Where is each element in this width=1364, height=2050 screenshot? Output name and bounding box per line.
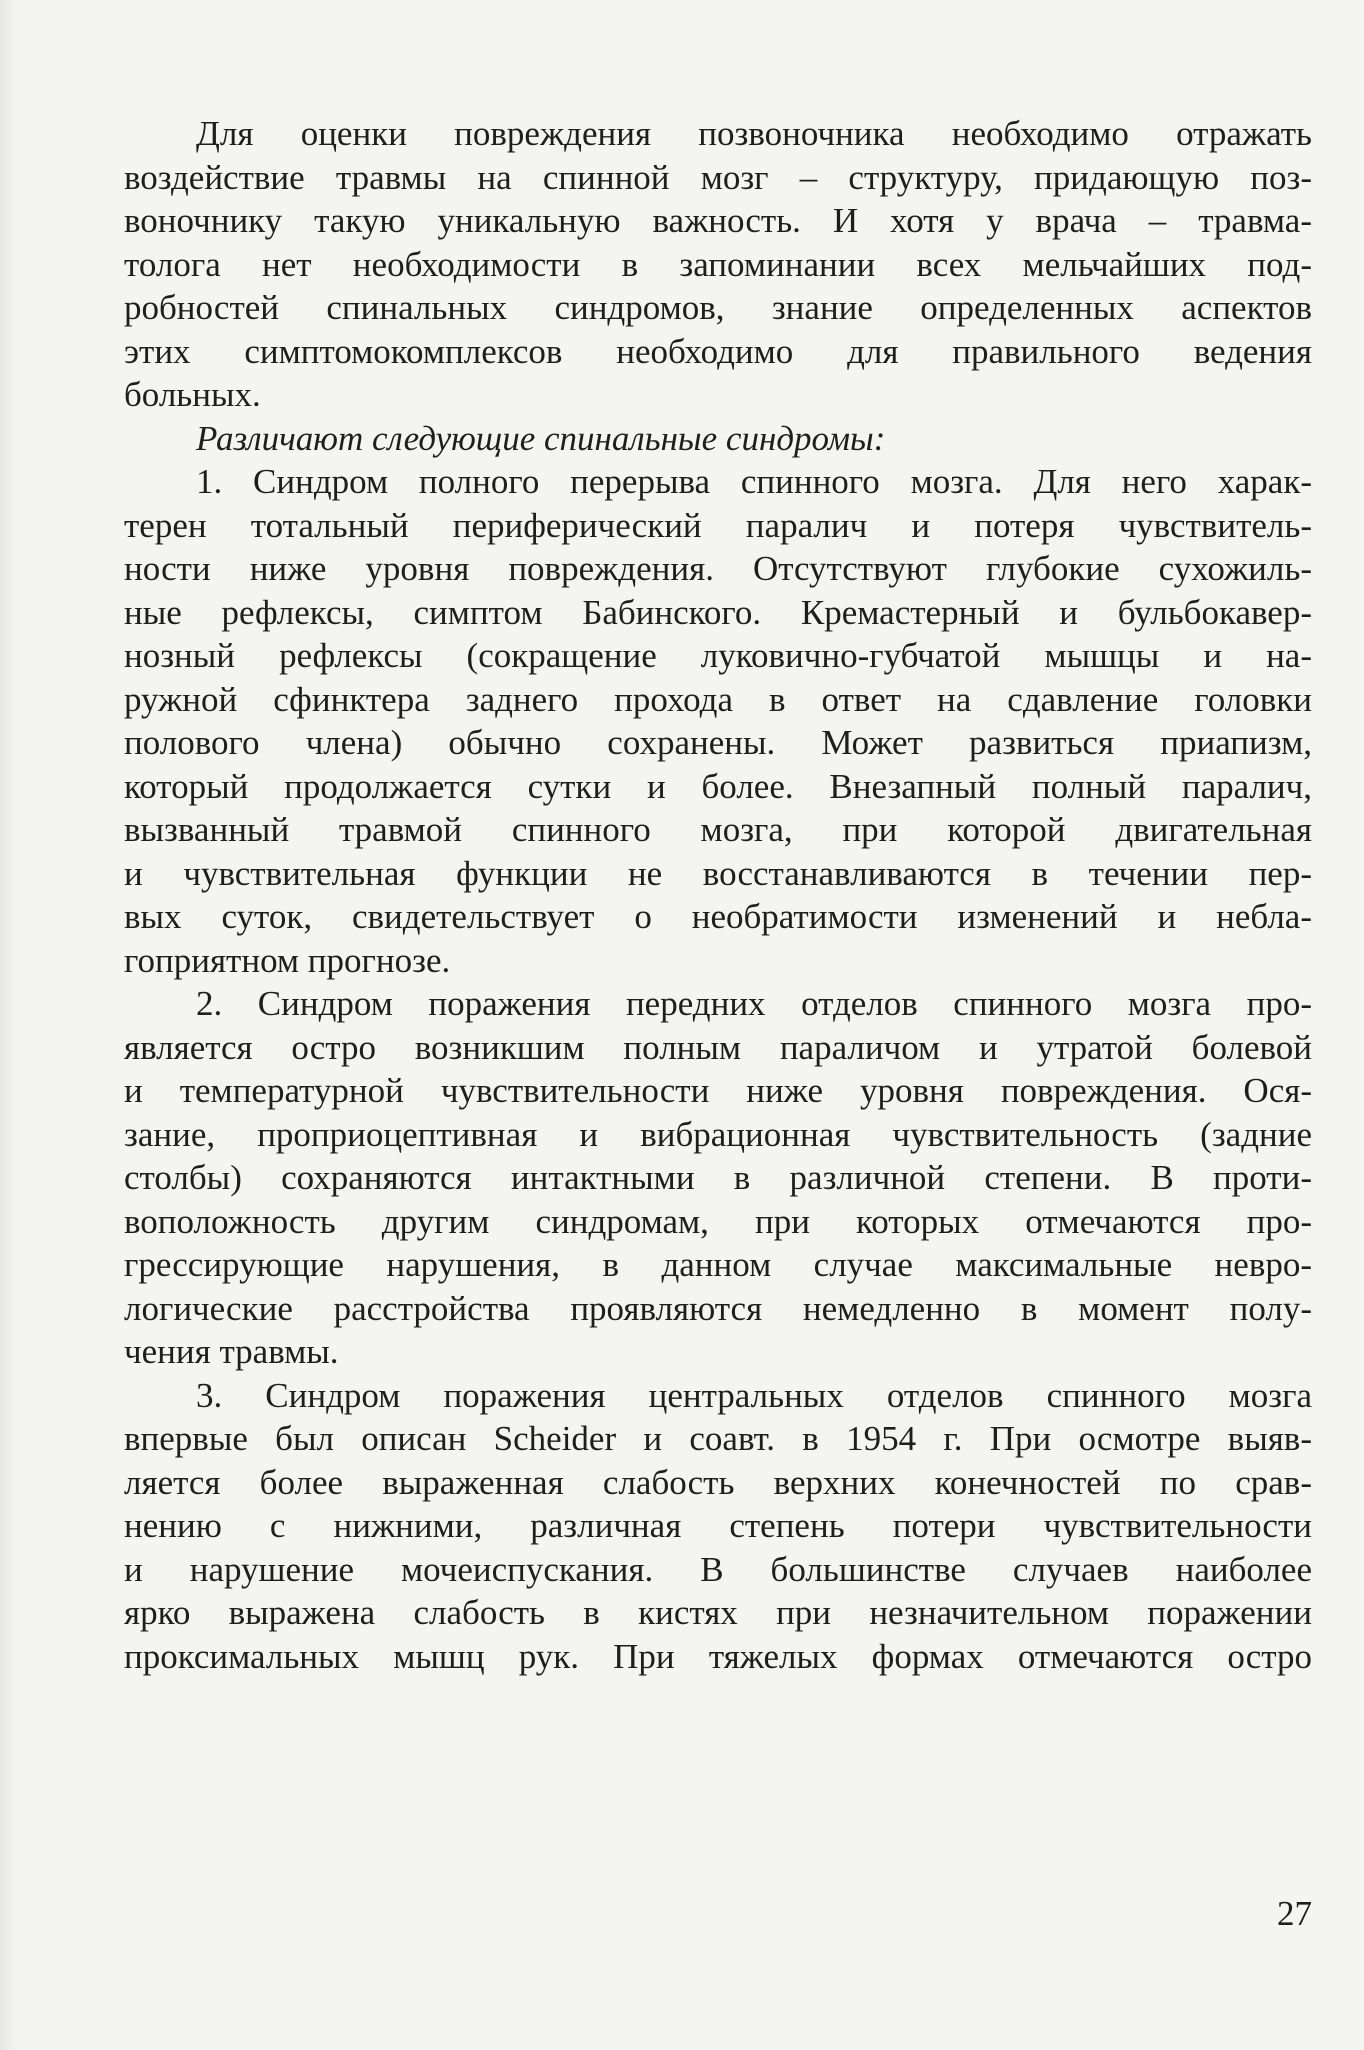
- text-line: является остро возникшим полным параличом и утратой болевой: [124, 1027, 1312, 1067]
- text-line: впервые был описан Scheider и соавт. в 1954 г. При осмотре выяв-: [124, 1419, 1312, 1458]
- text-line: полового члена) обычно сохранены. Может развиться приапизм,: [124, 723, 1312, 762]
- text-line: и нарушение мочеиспускания. В большинстве случаев наиболее: [124, 1549, 1312, 1589]
- text-line: вызванный травмой спинного мозга, при которой двигательная: [124, 810, 1312, 849]
- text-line: который продолжается сутки и более. Внезапный полный паралич,: [124, 766, 1312, 806]
- text-line: воздействие травмы на спинной мозг – структуру, придающую поз-: [124, 157, 1312, 197]
- text-line: терен тотальный периферический паралич и потеря чувствитель-: [124, 505, 1312, 545]
- text-line: 2. Синдром поражения передних отделов спинного мозга про-: [196, 984, 1312, 1023]
- text-line: нозный рефлексы (сокращение луковично-губчатой мышцы и на-: [124, 636, 1312, 675]
- body-text: [124, 112, 1312, 1678]
- text-line: вых суток, свидетельствует о необратимости изменений и небла-: [124, 897, 1312, 936]
- page-gutter-shadow: [0, 0, 18, 2050]
- text-line: логические расстройства проявляются немедленно в момент полу-: [124, 1288, 1312, 1328]
- text-line: робностей спинальных синдромов, знание определенных аспектов: [124, 288, 1312, 327]
- text-line: ярко выражена слабость в кистях при незначительном поражении: [124, 1593, 1312, 1632]
- text-line: ляется более выраженная слабость верхних конечностей по срав-: [124, 1462, 1312, 1502]
- text-line: и температурной чувствительности ниже уровня повреждения. Ося-: [124, 1071, 1312, 1110]
- text-line: ные рефлексы, симптом Бабинского. Кремастерный и бульбокавер-: [124, 592, 1312, 632]
- page-number: 27: [1277, 1894, 1312, 1933]
- text-line: зание, проприоцептивная и вибрационная чувствительность (задние: [124, 1114, 1312, 1154]
- text-line: и чувствительная функции не восстанавливаются в течении пер-: [124, 853, 1312, 893]
- text-line: воположность другим синдромам, при которых отмечаются про-: [124, 1201, 1312, 1241]
- section-intro: Различают следующие спинальные синдромы:: [196, 418, 886, 458]
- text-line: грессирующие нарушения, в данном случае максимальные невро-: [124, 1245, 1312, 1284]
- text-line: проксимальных мышц рук. При тяжелых формах отмечаются остро: [124, 1636, 1312, 1676]
- text-line: нению с нижними, различная степень потери чувствительности: [124, 1506, 1312, 1545]
- text-line: 1. Синдром полного перерыва спинного мозга. Для него харак-: [196, 462, 1312, 501]
- text-line: воночнику такую уникальную важность. И хотя у врача – травма-: [124, 201, 1312, 240]
- text-line: 3. Синдром поражения центральных отделов спинного мозга: [196, 1375, 1312, 1415]
- text-line: толога нет необходимости в запоминании всех мельчайших под-: [124, 244, 1312, 284]
- text-line: гоприятном прогнозе.: [124, 940, 451, 980]
- text-line: этих симптомокомплексов необходимо для правильного ведения: [124, 331, 1312, 371]
- text-line: Для оценки повреждения позвоночника необходимо отражать: [196, 114, 1312, 153]
- text-line: ности ниже уровня повреждения. Отсутствуют глубокие сухожиль-: [124, 549, 1312, 588]
- text-line: чения травмы.: [124, 1332, 339, 1371]
- text-line: больных.: [124, 375, 261, 414]
- text-line: столбы) сохраняются интактными в различной степени. В проти-: [124, 1158, 1312, 1197]
- text-line: ружной сфинктера заднего прохода в ответ на сдавление головки: [124, 679, 1312, 719]
